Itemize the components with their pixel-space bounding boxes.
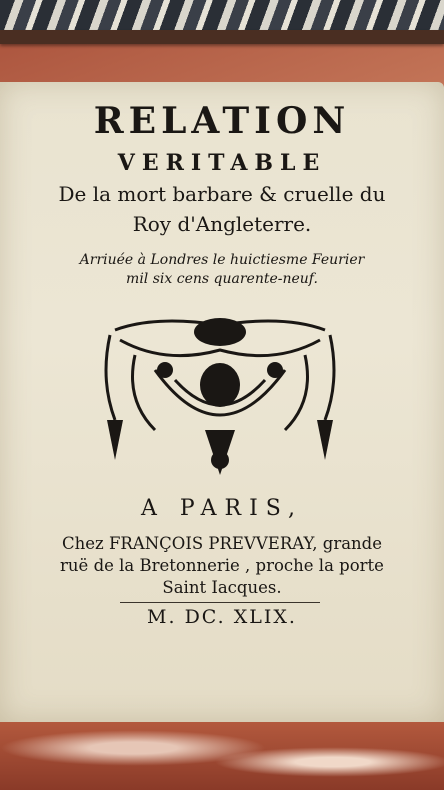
subtitle-line-2: Roy d'Angleterre.: [132, 212, 312, 236]
title-veritable: VERITABLE: [117, 150, 327, 176]
printer-ornament-icon: [95, 310, 345, 480]
publisher-line-3: Saint Iacques.: [162, 578, 282, 597]
patterned-cloth: [0, 0, 444, 32]
italic-line-1: Arriuée à Londres le huictiesme Feurier: [79, 252, 365, 268]
divider: [120, 602, 320, 603]
subtitle-line-1: De la mort barbare & cruelle du: [58, 182, 386, 206]
title-relation: RELATION: [93, 100, 351, 142]
publisher-line-1: Chez FRANÇOIS PREVVERAY, grande: [61, 534, 382, 553]
wooden-frame-edge: [0, 30, 444, 44]
marble-surface: [0, 720, 444, 790]
publisher-line-2: ruë de la Bretonnerie , proche la porte: [60, 556, 384, 575]
imprint-city: A PARIS,: [140, 496, 304, 521]
italic-line-2: mil six cens quarente-neuf.: [126, 271, 318, 287]
publication-date: M. DC. XLIX.: [147, 606, 297, 628]
